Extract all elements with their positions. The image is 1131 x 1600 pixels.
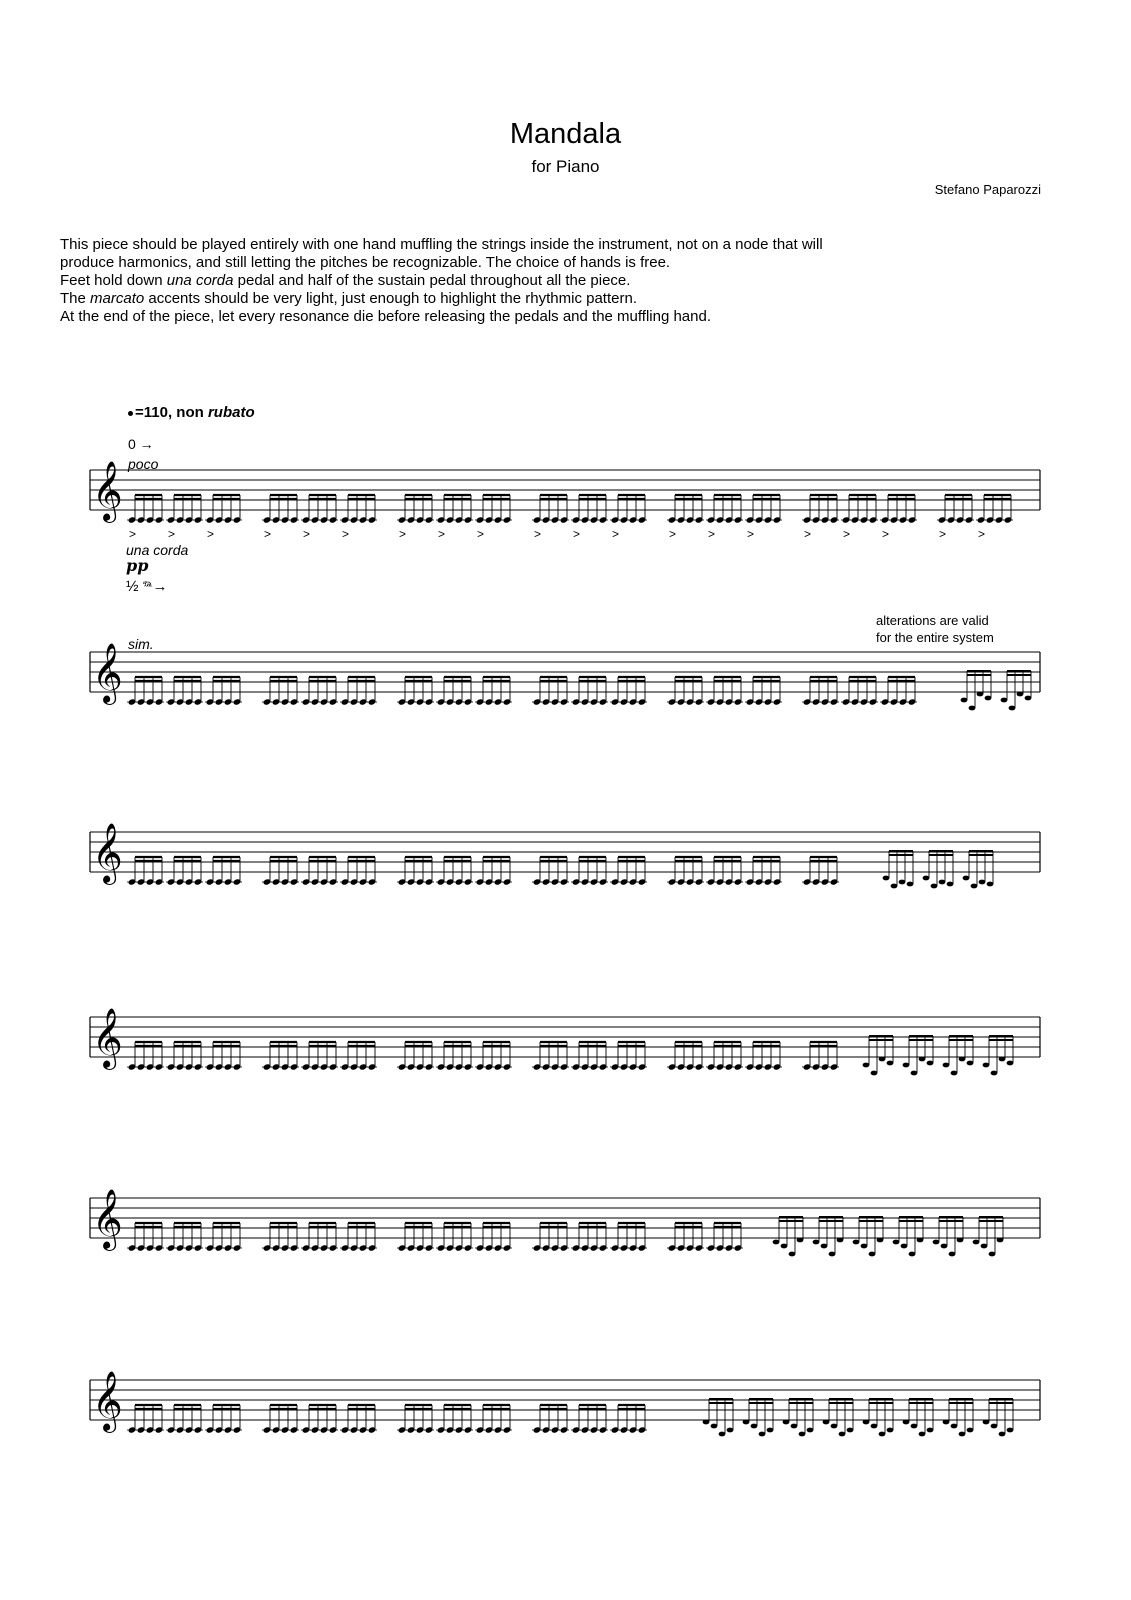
instruction-text: pedal and half of the sustain pedal throughout all the piece. [233,272,631,289]
accent-mark: > [534,527,542,541]
notehead-figure [847,1428,854,1433]
accent-mark: > [399,527,407,541]
notehead-figure [959,1432,966,1437]
notehead-figure [773,1240,780,1245]
tempo-text: =110, non [135,404,208,421]
notehead-figure [813,1240,820,1245]
notehead-figure [983,1420,990,1425]
page-subtitle: for Piano [531,157,600,176]
accent-mark: > [207,527,215,541]
accent-mark: > [708,527,716,541]
notehead-figure [821,1244,828,1249]
accent-mark: > [129,527,137,541]
notehead-figure [923,876,930,881]
accent-mark: > [303,527,311,541]
accent-mark: > [264,527,272,541]
accent-mark: > [939,527,947,541]
notehead-figure [863,1063,870,1068]
notehead-figure [909,1252,916,1257]
notehead-figure [877,1238,884,1243]
notehead-figure [967,1061,974,1066]
instruction-line-2: produce harmonics, and still letting the pitches be recognizable. The choice of hands is free. [60,254,671,271]
notehead-figure [963,876,970,881]
instruction-text: The [60,290,91,307]
notehead-figure [743,1420,750,1425]
notehead-figure [927,1428,934,1433]
notehead-figure [861,1244,868,1249]
notehead-figure [899,880,906,885]
notehead-figure [1007,1061,1014,1066]
instruction-italic: marcato [90,290,145,307]
notehead-figure [871,1424,878,1429]
notehead-figure [887,1061,894,1066]
notehead-figure [807,1428,814,1433]
notehead-figure [911,1071,918,1076]
notehead-figure [957,1238,964,1243]
notehead-figure [959,1057,966,1062]
accent-mark: > [843,527,851,541]
instruction-text: accents should be very light, just enough to highlight the rhythmic pattern. [144,290,637,307]
notehead-figure [991,1071,998,1076]
notehead-figure [853,1240,860,1245]
notehead-figure [951,1071,958,1076]
notehead-figure [887,1428,894,1433]
notehead-figure [823,1420,830,1425]
accent-mark: > [882,527,890,541]
niente-arrow-marking: 0 → [128,436,154,452]
instruction-italic: una corda [166,272,234,289]
notehead-figure [727,1428,734,1433]
treble-clef-icon: 𝄞 [92,1008,123,1068]
notehead-figure [943,1420,950,1425]
accent-mark: > [342,527,350,541]
notehead-figure [751,1424,758,1429]
notehead-figure [943,1063,950,1068]
notehead-figure [1025,696,1032,701]
instruction-line-1: This piece should be played entirely with one hand muffling the strings inside the instrument, not on a node that will [60,236,823,253]
notehead-figure [981,1244,988,1249]
notehead-figure [947,882,954,887]
alterations-line-2: for the entire system [876,630,994,645]
notehead-figure [931,884,938,889]
treble-clef-icon: 𝄞 [92,823,123,883]
notehead-figure [767,1428,774,1433]
notehead-figure [983,1063,990,1068]
notehead-figure [999,1057,1006,1062]
notehead-figure [939,880,946,885]
notehead-figure [907,882,914,887]
notehead-figure [903,1420,910,1425]
treble-clef-icon: 𝄞 [92,1371,123,1431]
notehead-figure [973,1240,980,1245]
dynamic-pp: pp [126,556,149,575]
accent-mark: > [747,527,755,541]
notehead-figure [871,1071,878,1076]
accent-mark: > [612,527,620,541]
instruction-text: Feet hold down [60,272,167,289]
notehead-figure [1017,692,1024,697]
half-pedal-marking: ½ 𝆮→ [126,578,168,595]
notehead-figure [961,698,968,703]
notehead-figure [999,1432,1006,1437]
tempo-italic: rubato [207,404,255,421]
poco-marking: poco [128,456,159,472]
notehead-figure [839,1432,846,1437]
notehead-figure [1001,698,1008,703]
page-title: Mandala [509,118,622,150]
accent-mark: > [978,527,986,541]
notehead-figure [977,692,984,697]
notehead-figure [719,1432,726,1437]
treble-clef-icon: 𝄞 [92,1189,123,1249]
notehead-figure [837,1238,844,1243]
accent-mark: > [438,527,446,541]
notehead-figure [711,1424,718,1429]
notehead-figure [917,1238,924,1243]
accent-mark: > [573,527,581,541]
notehead-figure [1009,706,1016,711]
simile-marking: sim. [128,636,154,652]
notehead-figure [933,1240,940,1245]
notehead-figure [863,1420,870,1425]
notehead-figure [759,1432,766,1437]
notehead-figure [891,884,898,889]
notehead-figure [781,1244,788,1249]
notehead-figure [967,1428,974,1433]
notehead-figure [969,706,976,711]
treble-clef-icon: 𝄞 [92,643,123,703]
una-corda-marking: una corda [126,542,189,558]
notehead-figure [1007,1428,1014,1433]
alterations-line-1: alterations are valid [876,613,989,628]
notehead-figure [831,1424,838,1429]
notehead-figure [879,1057,886,1062]
notehead-figure [797,1238,804,1243]
notehead-figure [893,1240,900,1245]
notehead-figure [903,1063,910,1068]
accent-mark: > [477,527,485,541]
accent-mark: > [168,527,176,541]
notehead-figure [985,696,992,701]
accent-mark: > [804,527,812,541]
notehead-figure [789,1252,796,1257]
notehead-figure [879,1432,886,1437]
notehead-figure [991,1424,998,1429]
notehead-figure [949,1252,956,1257]
notehead-figure [987,882,994,887]
composer-name: Stefano Paparozzi [934,182,1041,197]
accent-mark: > [669,527,677,541]
notehead-figure [989,1252,996,1257]
notehead-figure [901,1244,908,1249]
notehead-figure [791,1424,798,1429]
instruction-line-5: At the end of the piece, let every resonance die before releasing the pedals and the muffling hand. [60,308,711,325]
notehead-figure [951,1424,958,1429]
notehead-figure [927,1061,934,1066]
notehead-figure [703,1420,710,1425]
notehead-figure [979,880,986,885]
notehead-figure [869,1252,876,1257]
notehead-figure [971,884,978,889]
notehead-figure [883,876,890,881]
notehead-figure [919,1057,926,1062]
treble-clef-icon: 𝄞 [92,461,123,521]
notehead-figure [911,1424,918,1429]
notehead-figure [997,1238,1004,1243]
notehead-figure [783,1420,790,1425]
notehead-figure [941,1244,948,1249]
notehead-figure [829,1252,836,1257]
notehead-figure [799,1432,806,1437]
notehead-figure [919,1432,926,1437]
